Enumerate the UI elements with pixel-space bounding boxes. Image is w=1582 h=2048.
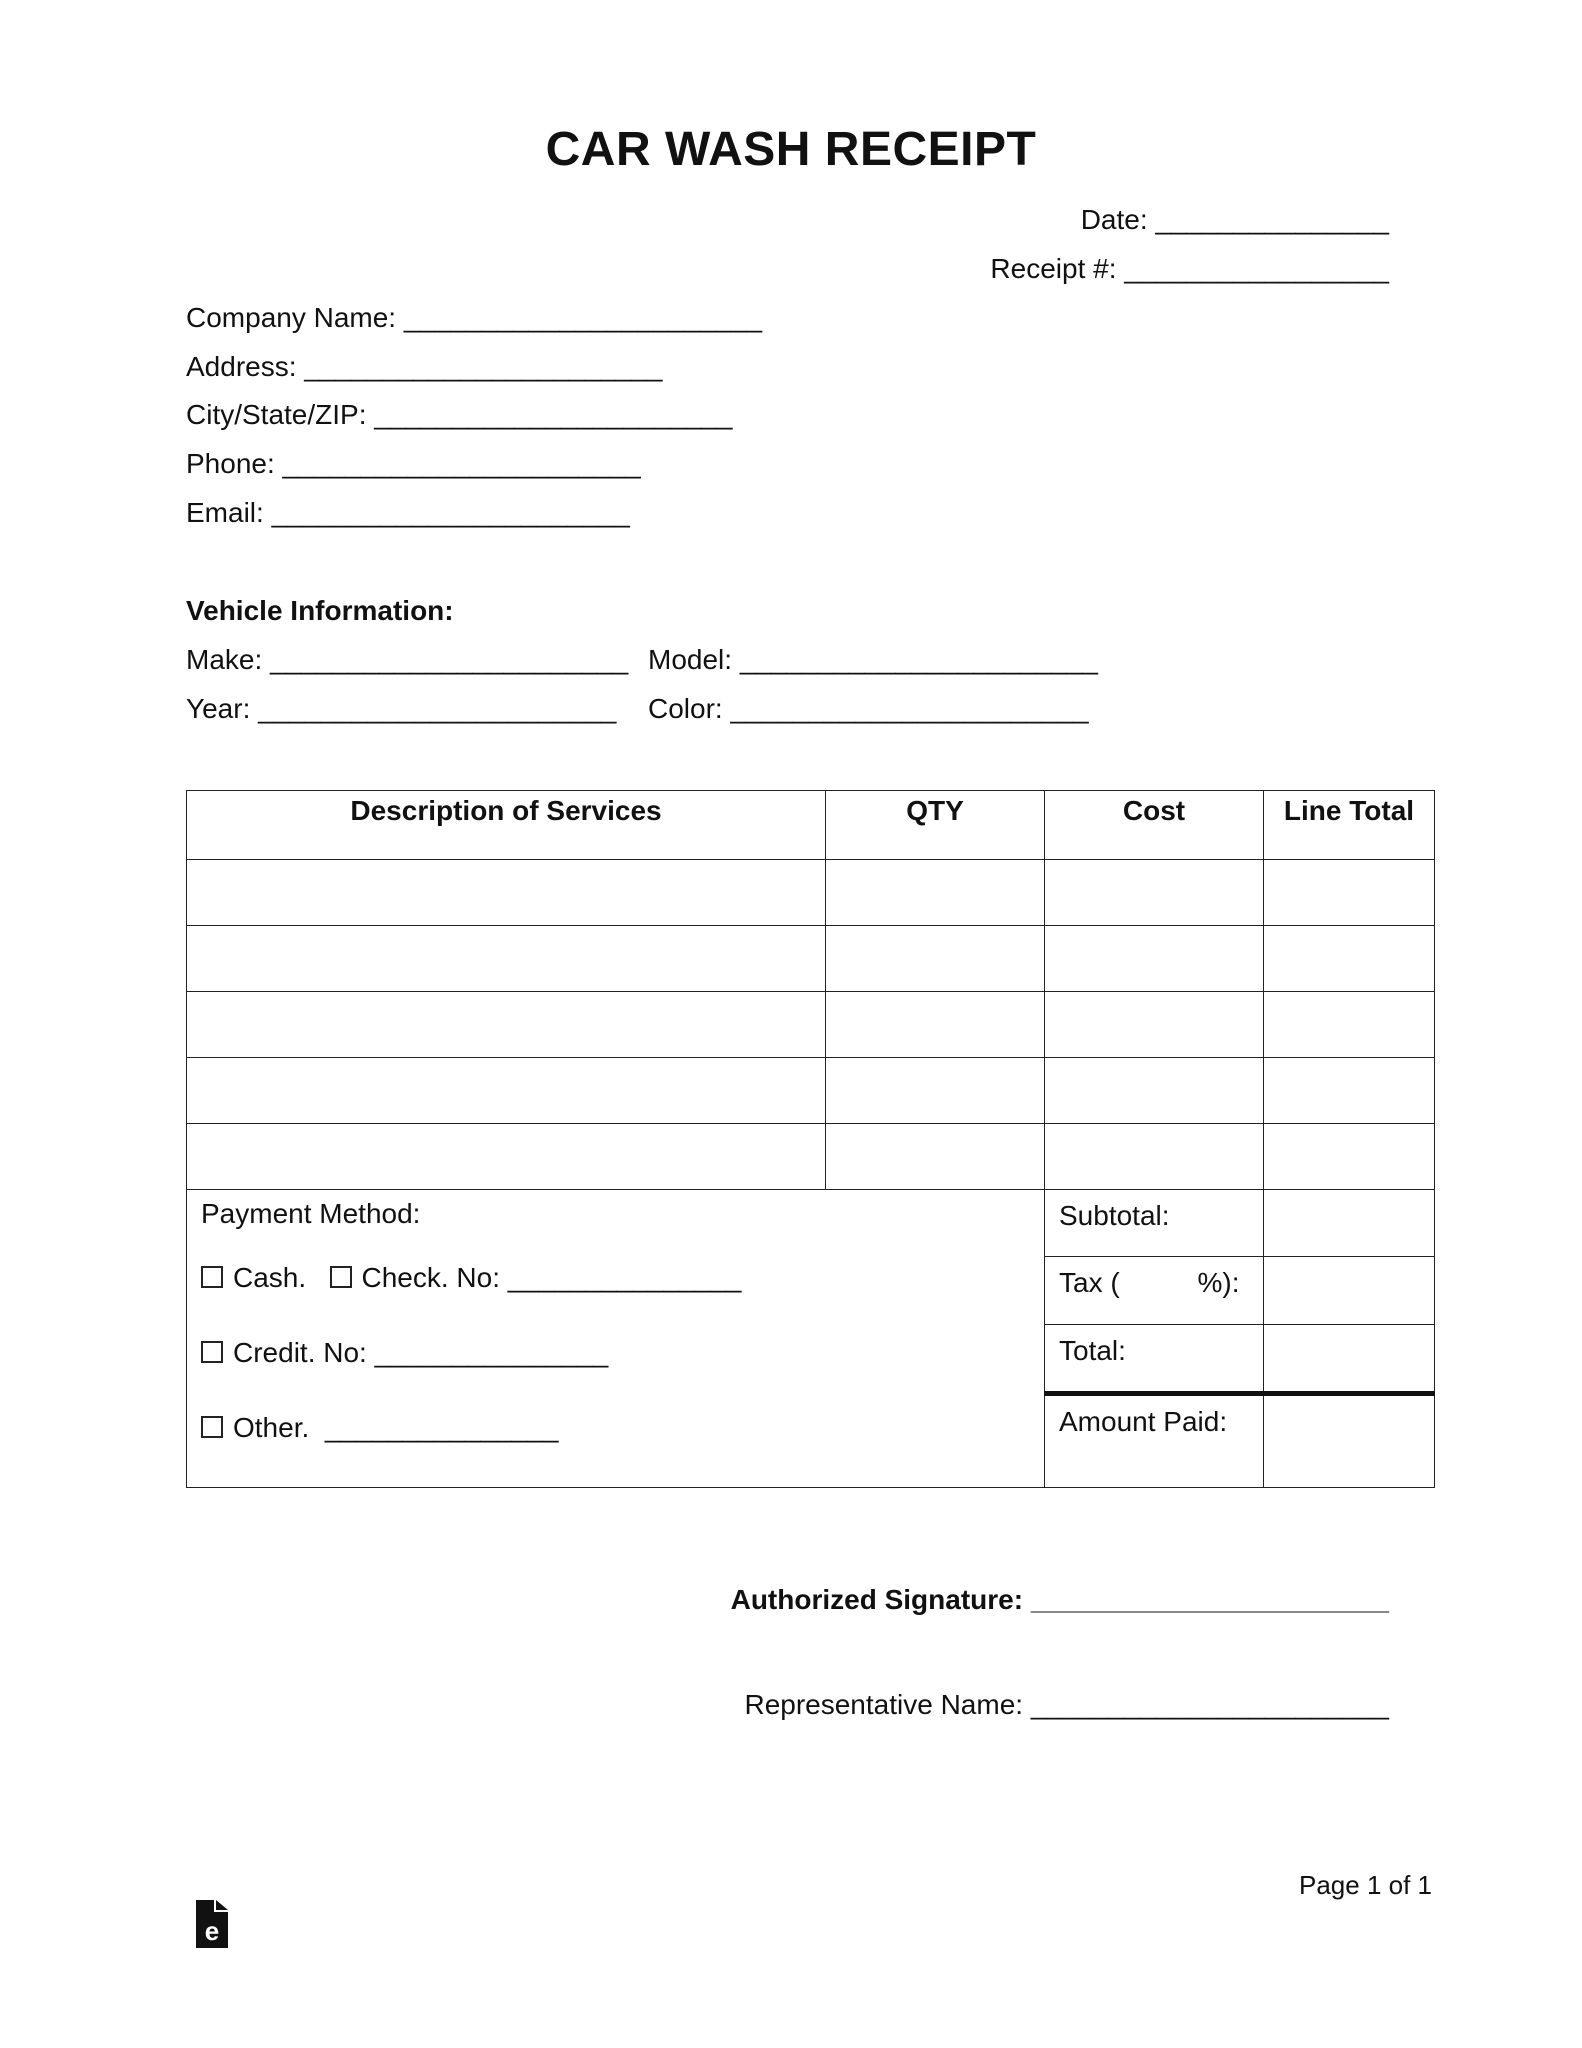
qty-cell[interactable]	[826, 860, 1045, 926]
model-field[interactable]: Model: _______________________	[648, 644, 1098, 675]
amount-paid-label: Amount Paid:	[1045, 1394, 1264, 1488]
other-payment-field[interactable]: Other. _______________	[233, 1412, 559, 1443]
cash-label: Cash.	[233, 1262, 307, 1293]
credit-checkbox[interactable]	[201, 1341, 223, 1363]
cash-checkbox[interactable]	[201, 1266, 223, 1288]
check-number-field[interactable]: Check. No: _______________	[361, 1262, 742, 1293]
amount-paid-value-cell[interactable]	[1264, 1394, 1435, 1488]
credit-number-field[interactable]: Credit. No: _______________	[233, 1337, 609, 1368]
line-total-cell[interactable]	[1264, 1058, 1435, 1124]
tax-label: Tax ( %):	[1045, 1257, 1264, 1324]
vehicle-information-heading: Vehicle Information:	[186, 595, 454, 626]
phone-field[interactable]: Phone: _______________________	[186, 448, 641, 479]
cash-check-line	[201, 1262, 1044, 1337]
credit-line	[201, 1337, 1044, 1412]
representative-name-field[interactable]: Representative Name: _______________________	[744, 1689, 1389, 1720]
column-header-qty: QTY	[826, 791, 1045, 860]
total-label: Total:	[1045, 1324, 1264, 1393]
table-row	[187, 860, 1435, 926]
description-cell[interactable]	[187, 926, 826, 992]
line-total-cell[interactable]	[1264, 992, 1435, 1058]
subtotal-label: Subtotal:	[1045, 1190, 1264, 1257]
qty-cell[interactable]	[826, 1058, 1045, 1124]
company-name-field[interactable]: Company Name: _______________________	[186, 302, 763, 333]
table-row	[187, 1058, 1435, 1124]
subtotal-value-cell[interactable]	[1264, 1190, 1435, 1257]
column-header-description: Description of Services	[187, 791, 826, 860]
document-logo-icon	[194, 1898, 230, 1950]
svg-text:e: e	[204, 1916, 220, 1946]
date-field[interactable]: Date: _______________	[1080, 204, 1389, 235]
page-number: Page 1 of 1	[1299, 1870, 1432, 1900]
line-total-cell[interactable]	[1264, 1124, 1435, 1190]
cost-cell[interactable]	[1045, 1058, 1264, 1124]
tax-value-cell[interactable]	[1264, 1257, 1435, 1324]
table-header-row	[187, 791, 1435, 860]
table-row	[187, 926, 1435, 992]
description-cell[interactable]	[187, 860, 826, 926]
qty-cell[interactable]	[826, 926, 1045, 992]
column-header-cost: Cost	[1045, 791, 1264, 860]
payment-method-section	[187, 1190, 1045, 1488]
email-field[interactable]: Email: _______________________	[186, 497, 630, 528]
cost-cell[interactable]	[1045, 926, 1264, 992]
cost-cell[interactable]	[1045, 1124, 1264, 1190]
description-cell[interactable]	[187, 1124, 826, 1190]
cost-cell[interactable]	[1045, 860, 1264, 926]
city-state-zip-field[interactable]: City/State/ZIP: _______________________	[186, 399, 733, 430]
table-row	[187, 992, 1435, 1058]
qty-cell[interactable]	[826, 1124, 1045, 1190]
cost-cell[interactable]	[1045, 992, 1264, 1058]
color-field[interactable]: Color: _______________________	[648, 693, 1089, 724]
line-total-cell[interactable]	[1264, 926, 1435, 992]
total-value-cell[interactable]	[1264, 1324, 1435, 1393]
authorized-signature-field[interactable]: Authorized Signature: _______________________	[730, 1584, 1389, 1615]
description-cell[interactable]	[187, 992, 826, 1058]
qty-cell[interactable]	[826, 992, 1045, 1058]
description-cell[interactable]	[187, 1058, 826, 1124]
receipt-number-field[interactable]: Receipt #: _________________	[990, 253, 1389, 284]
make-field[interactable]: Make: _______________________	[186, 644, 629, 675]
other-line	[201, 1412, 1044, 1487]
line-total-cell[interactable]	[1264, 860, 1435, 926]
payment-method-heading: Payment Method:	[201, 1198, 421, 1229]
other-checkbox[interactable]	[201, 1416, 223, 1438]
services-table	[186, 790, 1435, 1488]
year-field[interactable]: Year: _______________________	[186, 693, 617, 724]
page-title: CAR WASH RECEIPT	[545, 123, 1037, 176]
table-row	[187, 1124, 1435, 1190]
address-field[interactable]: Address: _______________________	[186, 351, 663, 382]
subtotal-row	[187, 1190, 1435, 1257]
column-header-line-total: Line Total	[1264, 791, 1435, 860]
check-checkbox[interactable]	[330, 1266, 352, 1288]
